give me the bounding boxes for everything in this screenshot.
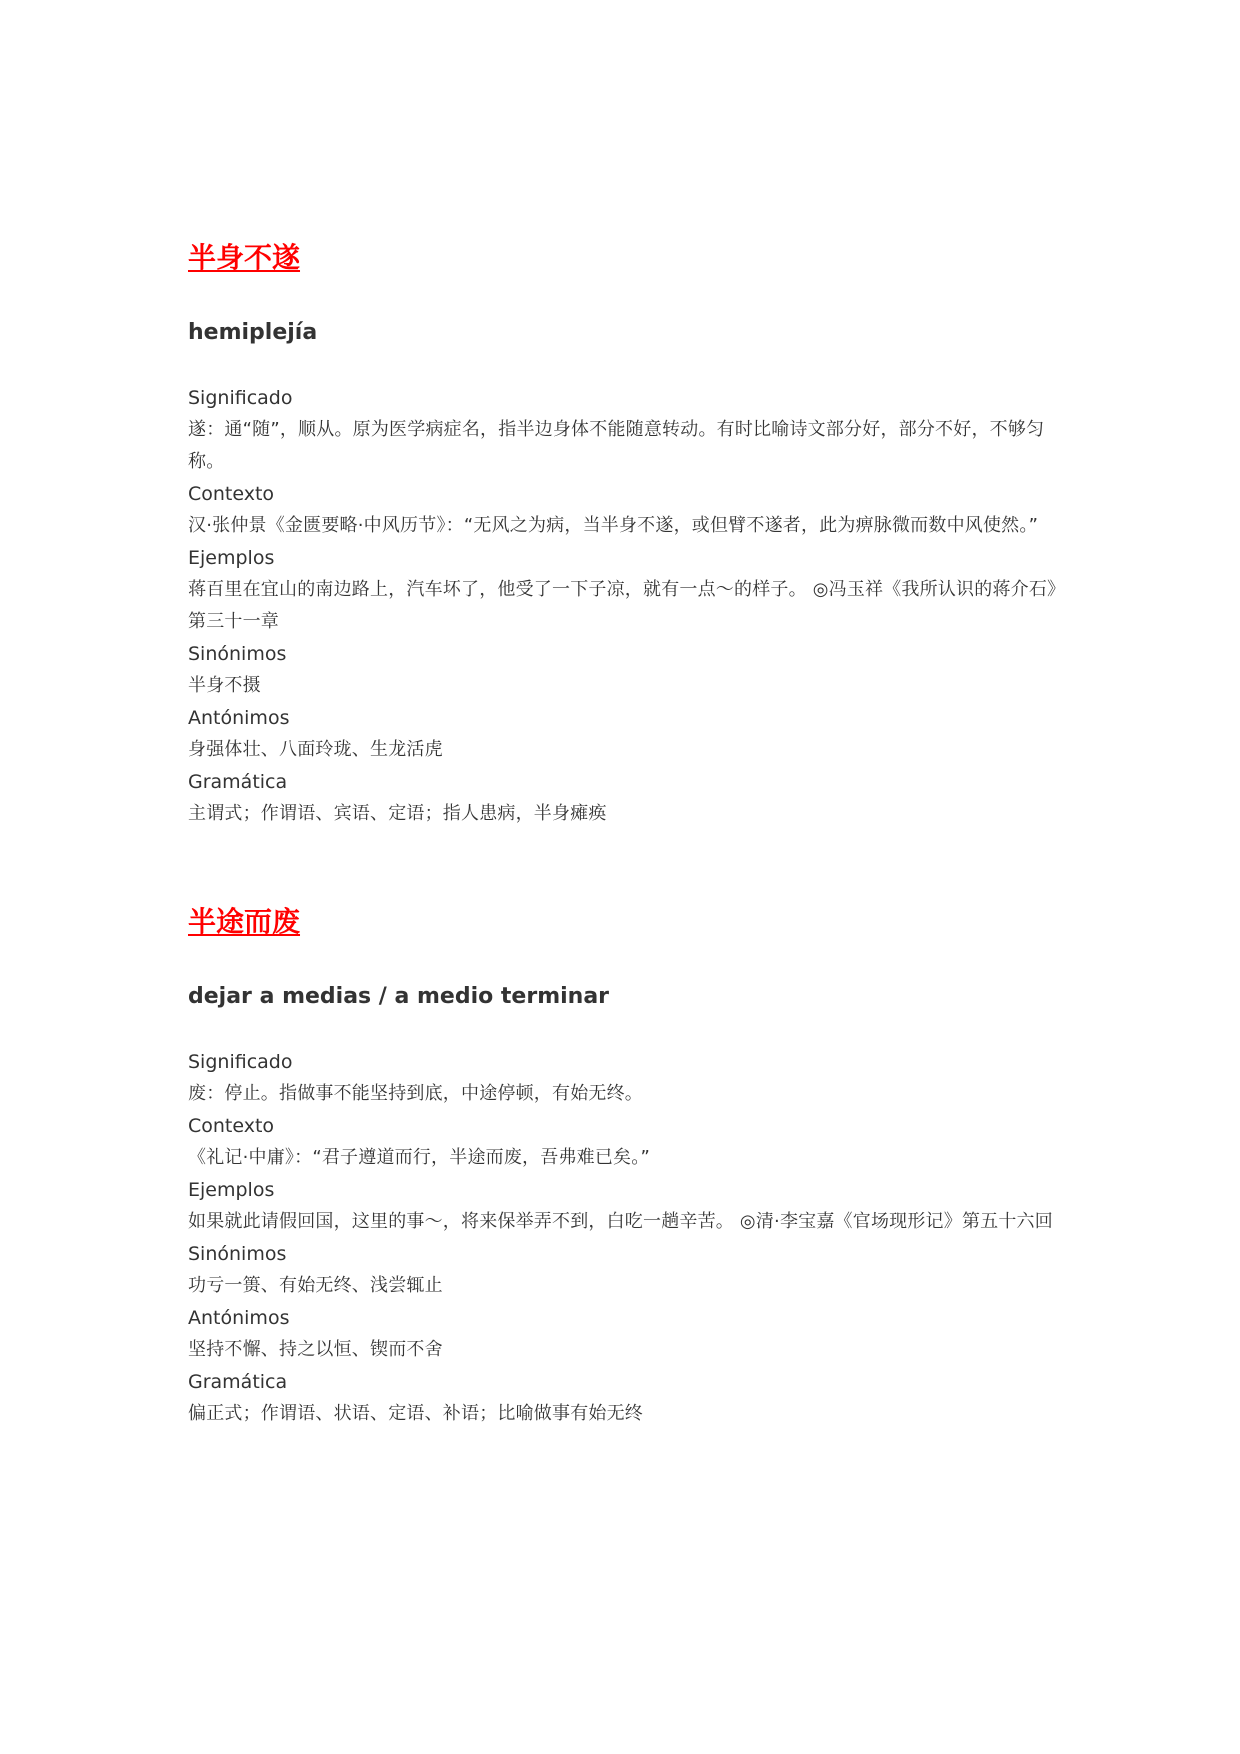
gramatica-label: Gramática	[188, 1371, 288, 1393]
idiom-sections	[188, 1046, 1068, 1430]
significado-label: Significado	[188, 1051, 293, 1073]
contexto-label: Contexto	[188, 483, 275, 505]
idiom-translation: dejar a medias / a medio terminar	[188, 984, 610, 1009]
idiom-translation: hemiplejía	[188, 320, 318, 345]
antonimos-label: Antónimos	[188, 707, 290, 729]
contexto-label: Contexto	[188, 1115, 275, 1137]
significado-text: 遂：通“随”，顺从。原为医学病症名，指半边身体不能随意转动。有时比喻诗文部分好，部分不好，不够匀称。	[188, 419, 1045, 472]
antonimos-label: Antónimos	[188, 1307, 290, 1329]
contexto-text: 汉·张仲景《金匮要略·中风历节》：“无风之为病，当半身不遂，或但臂不遂者，此为痹脉微而数中风使然。”	[188, 515, 1039, 536]
idiom-title-link[interactable]: 半身不遂	[188, 241, 301, 274]
sinonimos-text: 功亏一篑、有始无终、浅尝辄止	[188, 1275, 443, 1296]
antonimos-text: 坚持不懈、持之以恒、锲而不舍	[188, 1339, 443, 1360]
sinonimos-label: Sinónimos	[188, 1243, 287, 1265]
contexto-text: 《礼记·中庸》：“君子遵道而行，半途而废，吾弗难已矣。”	[188, 1147, 650, 1168]
antonimos-text: 身强体壮、八面玲珑、生龙活虎	[188, 739, 443, 760]
ejemplos-text: 如果就此请假回国，这里的事～，将来保举弄不到，白吃一趟辛苦。 ◎清·李宝嘉《官场现形记》第五十六回	[188, 1211, 1053, 1232]
significado-label: Significado	[188, 387, 293, 409]
gramatica-text: 偏正式；作谓语、状语、定语、补语；比喻做事有始无终	[188, 1403, 643, 1424]
sinonimos-text: 半身不摄	[188, 675, 261, 696]
significado-text: 废：停止。指做事不能坚持到底，中途停顿，有始无终。	[188, 1083, 643, 1104]
ejemplos-label: Ejemplos	[188, 1179, 275, 1201]
idiom-sections	[188, 382, 1068, 830]
sinonimos-label: Sinónimos	[188, 643, 287, 665]
gramatica-label: Gramática	[188, 771, 288, 793]
idiom-title-link[interactable]: 半途而废	[188, 905, 301, 938]
gramatica-text: 主谓式；作谓语、宾语、定语；指人患病，半身瘫痪	[188, 803, 607, 824]
document-page	[188, 240, 1068, 1430]
ejemplos-text: 蒋百里在宜山的南边路上，汽车坏了，他受了一下子凉，就有一点～的样子。 ◎冯玉祥《我所认识的蒋介石》第三十一章	[188, 579, 1066, 632]
ejemplos-label: Ejemplos	[188, 547, 275, 569]
idiom-entry	[188, 904, 1068, 1430]
idiom-entry	[188, 240, 1068, 830]
